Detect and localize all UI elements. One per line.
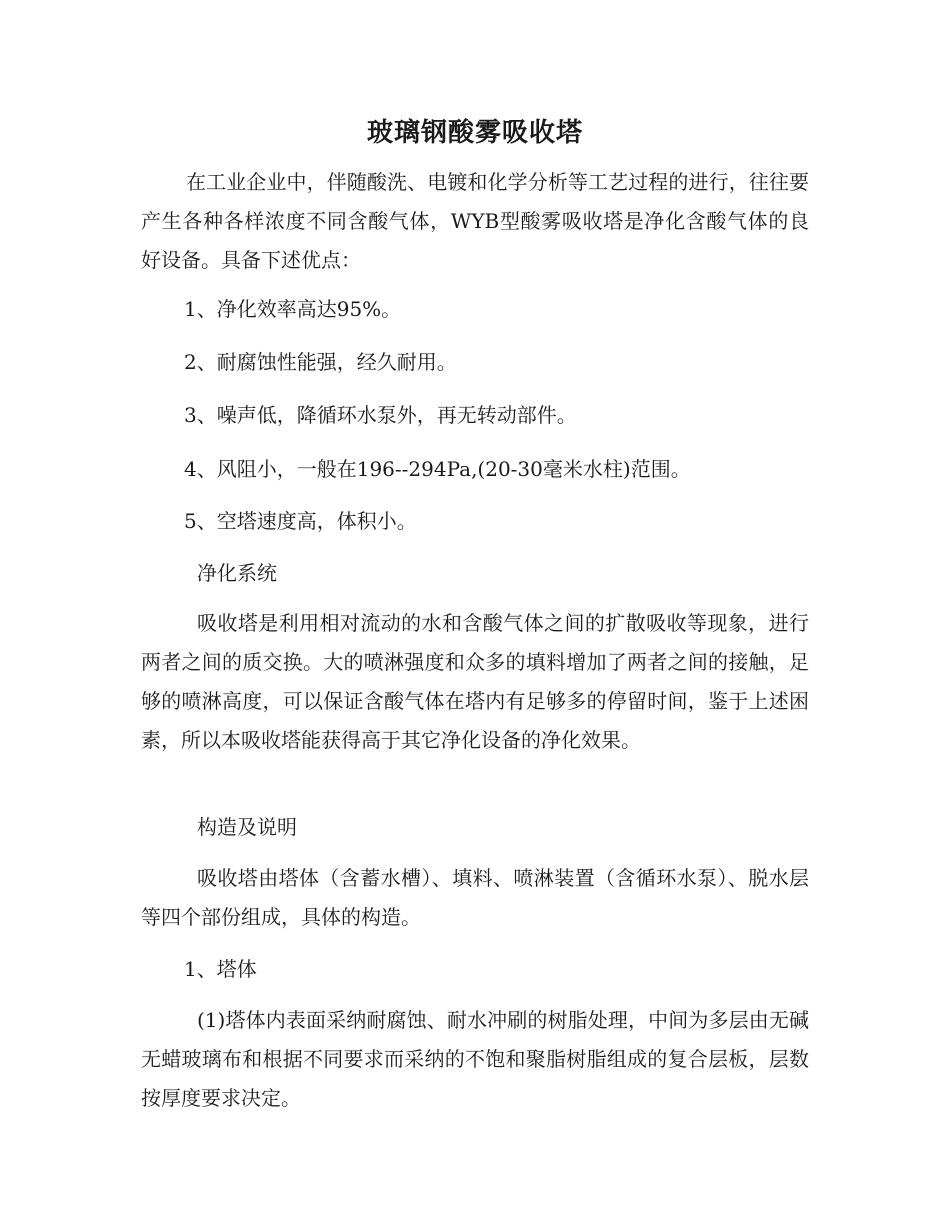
document-title: 玻璃钢酸雾吸收塔 xyxy=(366,118,583,148)
advantage-item-4: 4、风阻小，一般在196--294Pa,(20-30毫米水柱)范围。 xyxy=(184,457,691,481)
advantage-item-5: 5、空塔速度高，体积小。 xyxy=(184,509,417,533)
intro-paragraph: 在工业企业中，伴随酸洗、电镀和化学分析等工艺过程的进行，往往要产生各种各样浓度不同含酸气体，WYB型酸雾吸收塔是净化含酸气体的良好设备。具备下述优点： xyxy=(141,170,809,272)
tower-body-paragraph: (1)塔体内表面采纳耐腐蚀、耐水冲刷的树脂处理，中间为多层由无碱无蜡玻璃布和根据不同要求而采纳的不饱和聚脂树脂组成的复合层板，层数按厚度要求决定。 xyxy=(141,1008,809,1110)
section-heading-structure: 构造及说明 xyxy=(197,815,297,839)
advantage-item-2: 2、耐腐蚀性能强，经久耐用。 xyxy=(184,350,457,374)
section-heading-purify: 净化系统 xyxy=(197,561,277,585)
structure-paragraph: 吸收塔由塔体（含蓄水槽）、填料、喷淋装置（含循环水泵）、脱水层等四个部份组成，具体的构造。 xyxy=(141,866,809,929)
purify-paragraph: 吸收塔是利用相对流动的水和含酸气体之间的扩散吸收等现象，进行两者之间的质交换。大的喷淋强度和众多的填料增加了两者之间的接触，足够的喷淋高度，可以保证含酸气体在塔内有足够多的停留时间，鉴于上述困素，所以本吸收塔能获得高于其它净化设备的净化效果。 xyxy=(141,611,809,752)
advantage-item-3: 3、噪声低，降循环水泵外，再无转动部件。 xyxy=(184,403,577,427)
sub-heading-tower-body: 1、塔体 xyxy=(184,957,257,981)
advantage-item-1: 1、净化效率高达95%。 xyxy=(184,297,402,321)
